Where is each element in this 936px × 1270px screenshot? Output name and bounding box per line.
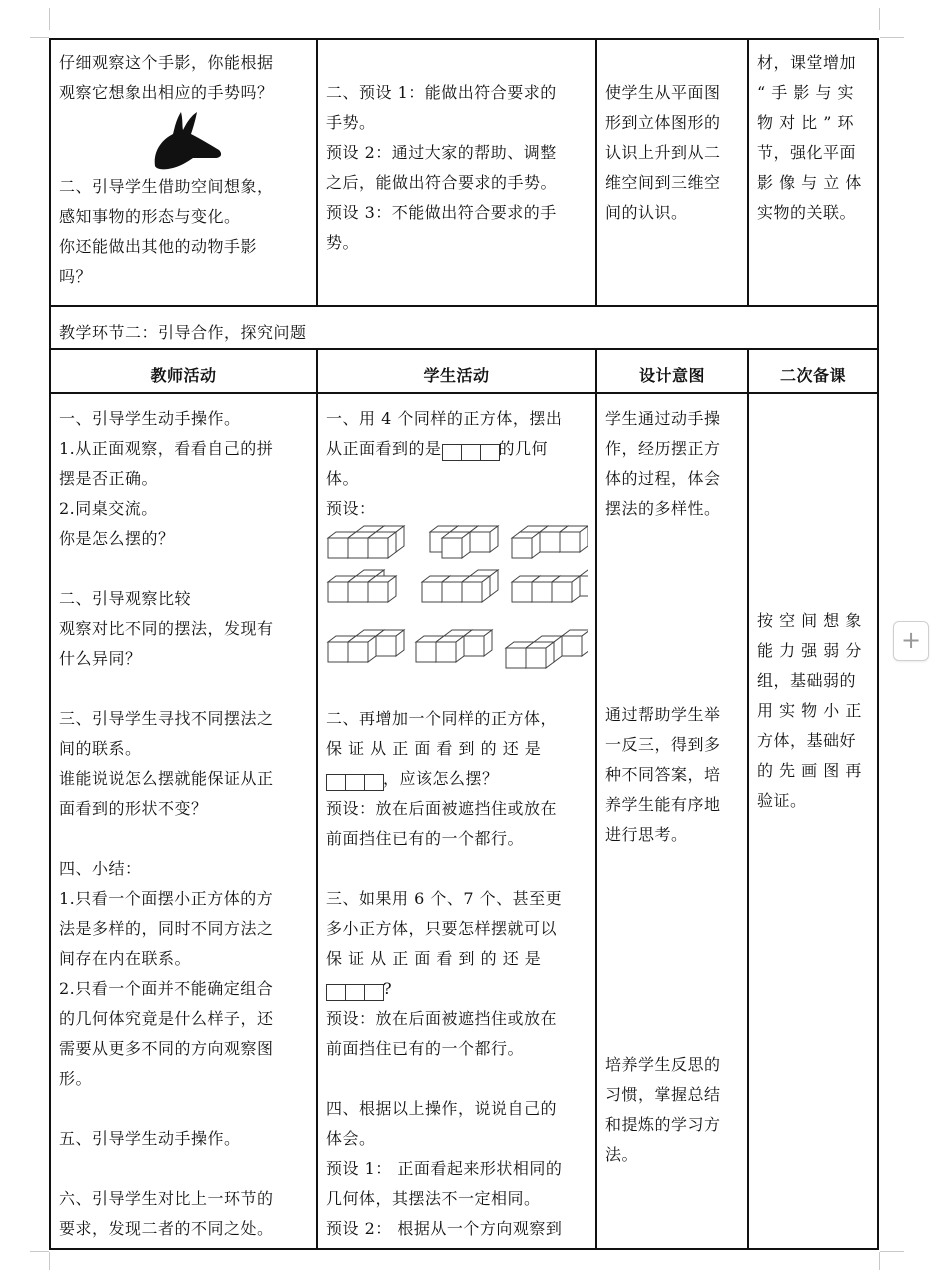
text-line: 的 先 画 图 再 xyxy=(757,761,862,780)
cube-arrangements-figure xyxy=(326,524,587,674)
text-line: 实物的关联。 xyxy=(757,203,857,222)
cube xyxy=(562,630,588,656)
text-line: 谁能说说怎么摆就能保证从正 xyxy=(59,769,274,788)
cube xyxy=(368,576,396,602)
text-line: 1.只看一个面摆小正方体的方 xyxy=(59,889,274,908)
text-line: 维空间到三维空 xyxy=(605,173,721,192)
text-line: 前面挡住已有的一个都行。 xyxy=(326,829,525,848)
top-student-cell xyxy=(318,72,595,302)
section-title: 教学环节二：引导合作，探究问题 xyxy=(59,323,307,342)
text-line: 保 证 从 正 面 看 到 的 还 是 xyxy=(326,739,542,758)
text-line: 能 力 强 弱 分 xyxy=(757,641,862,660)
main-student-cell xyxy=(318,398,595,1246)
cube xyxy=(512,532,540,558)
text-line: 吗？ xyxy=(59,267,93,286)
text-fragment: ，应该怎么摆？ xyxy=(383,769,499,788)
text-line: 作，经历摆正方 xyxy=(605,439,721,458)
main-intent-cell-2 xyxy=(597,694,747,854)
three-square-front-view xyxy=(442,441,499,459)
text-fragment: ? xyxy=(383,979,393,998)
text-line: 二、引导观察比较 xyxy=(59,589,192,608)
text-line: 前面挡住已有的一个都行。 xyxy=(326,1039,525,1058)
text-line: 用 实 物 小 正 xyxy=(757,701,862,720)
text-line: 手势。 xyxy=(326,113,376,132)
text-line: 学生通过动手操 xyxy=(605,409,721,428)
text-line: 体。 xyxy=(326,469,360,488)
cube xyxy=(442,532,470,558)
margin-guide-top-right xyxy=(880,37,904,38)
header-student-activity: 学生活动 xyxy=(423,366,490,385)
text-line: 摆法的多样性。 xyxy=(605,499,721,518)
text-line: 材，课堂增加 xyxy=(757,53,857,72)
text-line: 预设 2： 根据从一个方向观察到 xyxy=(326,1219,563,1238)
text-line: 需要从更多不同的方向观察图 xyxy=(59,1039,274,1058)
text-line: 一、用 4 个同样的正方体，摆出 xyxy=(326,409,563,428)
text-line: 保 证 从 正 面 看 到 的 还 是 xyxy=(326,949,542,968)
text-line: 进行思考。 xyxy=(605,825,688,844)
header-teacher-activity: 教师活动 xyxy=(150,366,217,385)
text-line: 按 空 间 想 象 xyxy=(757,611,862,630)
cube xyxy=(580,570,588,596)
text-line: 形。 xyxy=(59,1069,93,1088)
text-line: 物 对 比 ” 环 xyxy=(757,113,855,132)
main-teacher-cell xyxy=(51,398,316,1246)
text-line: 二、再增加一个同样的正方体， xyxy=(326,709,558,728)
text-line: 你还能做出其他的动物手影 xyxy=(59,237,258,256)
text-line: 养学生能有序地 xyxy=(605,795,721,814)
text-line: 认识上升到从二 xyxy=(605,143,721,162)
top-prep-cell xyxy=(749,42,877,304)
text-line: 节，强化平面 xyxy=(757,143,857,162)
text-line: 势。 xyxy=(326,233,360,252)
main-intent-cell-3 xyxy=(597,1044,747,1174)
text-line: 四、根据以上操作，说说自己的 xyxy=(326,1099,558,1118)
text-line: 仔细观察这个手影，你能根据 xyxy=(59,53,274,72)
cube xyxy=(376,630,404,656)
text-line: 验证。 xyxy=(757,791,807,810)
text-line: 预设：放在后面被遮挡住或放在 xyxy=(326,1009,558,1028)
text-line: 几何体，其摆法不一定相同。 xyxy=(326,1189,541,1208)
main-intent-cell-1 xyxy=(597,398,747,538)
three-square-front-view xyxy=(326,771,383,789)
text-line: 形到立体图形的 xyxy=(605,113,721,132)
text-line: 五、引导学生动手操作。 xyxy=(59,1129,241,1148)
margin-guide-bottom-l2 xyxy=(49,1252,50,1270)
lesson-plan-table xyxy=(49,38,879,1250)
text-line: 法是多样的，同时不同方法之 xyxy=(59,919,274,938)
text-line: 六、引导学生对比上一环节的 xyxy=(59,1189,274,1208)
text-line: 习惯，掌握总结 xyxy=(605,1085,721,1104)
cube xyxy=(560,526,588,552)
text-line: 和提炼的学习方 xyxy=(605,1115,721,1134)
header-second-prep: 二次备课 xyxy=(779,366,846,385)
text-line: 四、小结： xyxy=(59,859,142,878)
text-line: 一反三，得到多 xyxy=(605,735,721,754)
text-line: 间的认识。 xyxy=(605,203,688,222)
text-line xyxy=(326,434,587,464)
text-line: 摆是否正确。 xyxy=(59,469,159,488)
margin-guide-bottom-left xyxy=(30,1251,49,1252)
top-teacher-cell xyxy=(51,42,316,304)
text-line: 影 像 与 立 体 xyxy=(757,173,862,192)
text-line: 要求，发现二者的不同之处。 xyxy=(59,1219,274,1238)
cube xyxy=(552,576,580,602)
text-line: 预设： xyxy=(326,499,376,518)
text-line: 三、引导学生寻找不同摆法之 xyxy=(59,709,274,728)
margin-guide-right xyxy=(879,8,880,30)
text-fragment: 从正面看到的是 xyxy=(326,439,442,458)
text-line: 体的过程，体会 xyxy=(605,469,721,488)
three-square-front-view xyxy=(326,981,383,999)
text-line: 体会。 xyxy=(326,1129,376,1148)
text-line: 预设 2：通过大家的帮助、调整 xyxy=(326,143,557,162)
text-line: 间存在内在联系。 xyxy=(59,949,192,968)
text-line: 的几何体究竟是什么样子，还 xyxy=(59,1009,274,1028)
text-line: 什么异同？ xyxy=(59,649,142,668)
text-line: 你是怎么摆的？ xyxy=(59,529,175,548)
header-design-intent: 设计意图 xyxy=(638,366,705,385)
text-line: 使学生从平面图 xyxy=(605,83,721,102)
text-line: 法。 xyxy=(605,1145,639,1164)
text-line: 组，基础弱的 xyxy=(757,671,857,690)
text-line: 1.从正面观察，看看自己的拼 xyxy=(59,439,274,458)
text-line: 一、引导学生动手操作。 xyxy=(59,409,241,428)
text-line: 种不同答案，培 xyxy=(605,765,721,784)
text-line: 感知事物的形态与变化。 xyxy=(59,207,241,226)
text-line: 之后，能做出符合要求的手势。 xyxy=(326,173,558,192)
text-line: 面看到的形状不变？ xyxy=(59,799,208,818)
add-comment-button[interactable]: + xyxy=(893,621,929,661)
text-line: 2.同桌交流。 xyxy=(59,499,158,518)
text-line: 间的联系。 xyxy=(59,739,142,758)
margin-guide-bottom-r2 xyxy=(879,1252,880,1270)
hand-shadow-image xyxy=(59,108,308,172)
top-intent-cell xyxy=(597,72,747,302)
margin-guide-left xyxy=(49,8,50,30)
cube xyxy=(368,532,396,558)
text-line: 预设：放在后面被遮挡住或放在 xyxy=(326,799,558,818)
cube xyxy=(470,526,498,552)
margin-guide-bottom-right xyxy=(880,1251,904,1252)
main-prep-cell xyxy=(749,600,877,830)
margin-guide-top-left xyxy=(30,37,49,38)
text-line: 观察对比不同的摆法，发现有 xyxy=(59,619,274,638)
text-line: 观察它想象出相应的手势吗？ xyxy=(59,83,274,102)
cube xyxy=(464,630,492,656)
text-line: 2.只看一个面并不能确定组合 xyxy=(59,979,274,998)
text-line: 通过帮助学生举 xyxy=(605,705,721,724)
text-fragment: 的几何 xyxy=(498,439,549,458)
text-line: 多小正方体，只要怎样摆就可以 xyxy=(326,919,558,938)
text-line xyxy=(326,764,587,794)
text-line: 二、引导学生借助空间想象， xyxy=(59,177,274,196)
cube xyxy=(436,636,464,662)
text-line: 方体，基础好 xyxy=(757,731,857,750)
text-line: 培养学生反思的 xyxy=(605,1055,721,1074)
text-line xyxy=(326,974,587,1004)
text-line: 三、如果用 6 个、7 个、甚至更 xyxy=(326,889,563,908)
cube xyxy=(348,636,376,662)
text-line: “ 手 影 与 实 xyxy=(757,83,855,102)
text-line: 二、预设 1：能做出符合要求的 xyxy=(326,83,557,102)
text-line: 预设 3：不能做出符合要求的手 xyxy=(326,203,557,222)
cube xyxy=(526,642,554,668)
cube xyxy=(462,576,490,602)
text-line: 预设 1： 正面看起来形状相同的 xyxy=(326,1159,563,1178)
